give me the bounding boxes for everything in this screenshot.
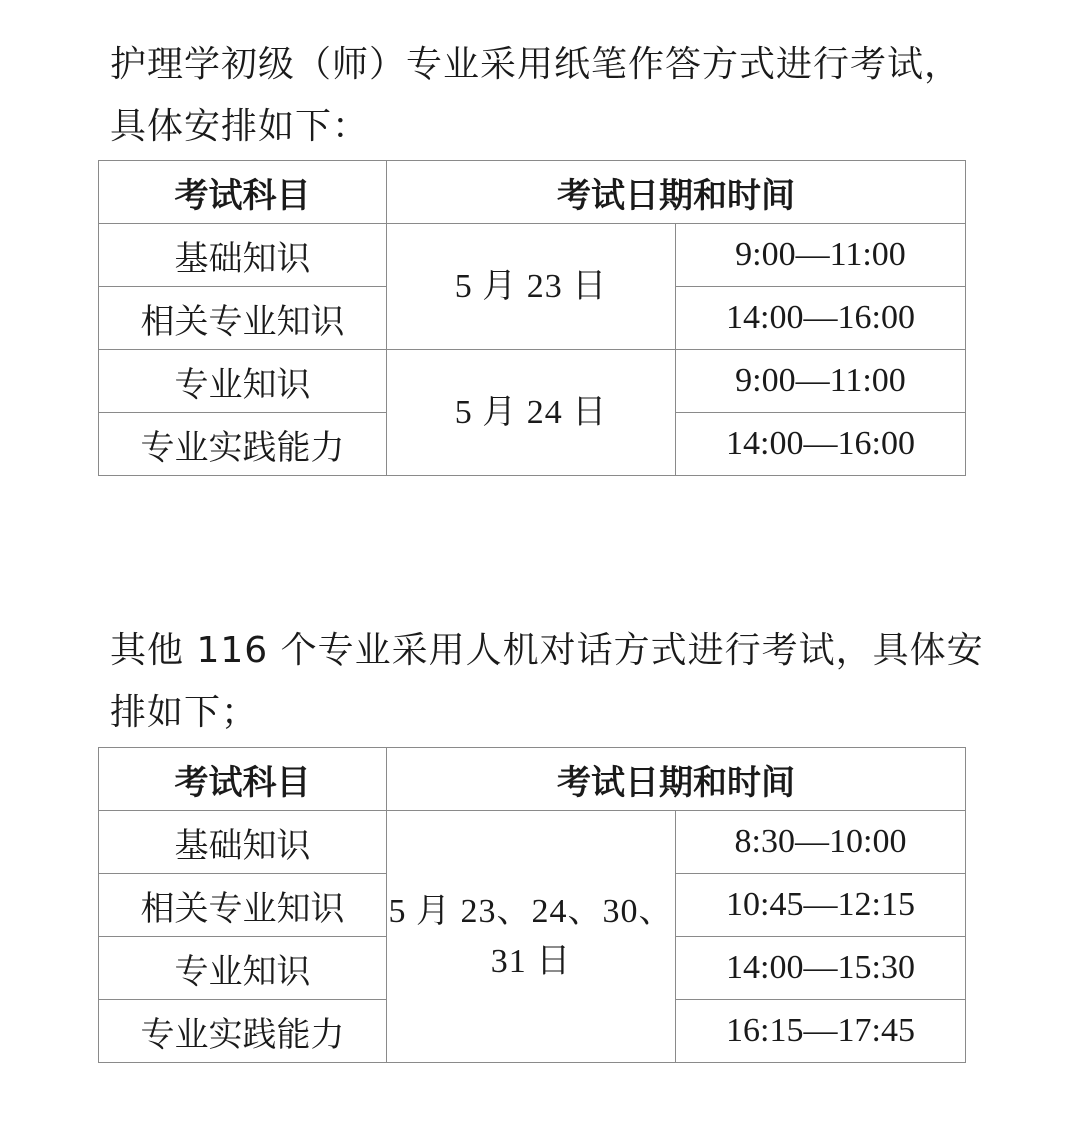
time-cell: 14:00—16:00	[676, 287, 966, 350]
subject-cell: 基础知识	[99, 811, 387, 874]
date-line-2: 31 日	[490, 942, 572, 980]
subject-cell: 专业知识	[99, 937, 387, 1000]
date-line-1: 5 月 23、24、30、	[388, 892, 674, 930]
table-row	[99, 350, 966, 413]
table-header-row	[99, 161, 966, 224]
time-cell: 14:00—15:30	[676, 937, 966, 1000]
header-datetime: 考试日期和时间	[387, 748, 966, 811]
time-cell: 9:00—11:00	[676, 224, 966, 287]
computer-exam-schedule-table	[98, 747, 966, 1063]
subject-cell: 专业实践能力	[99, 1000, 387, 1063]
time-cell: 9:00—11:00	[676, 350, 966, 413]
subject-cell: 专业知识	[99, 350, 387, 413]
date-cell: 5 月 23 日	[387, 224, 676, 350]
time-cell: 16:15—17:45	[676, 1000, 966, 1063]
subject-cell: 相关专业知识	[99, 287, 387, 350]
time-cell: 8:30—10:00	[676, 811, 966, 874]
time-cell: 14:00—16:00	[676, 413, 966, 476]
table-header-row	[99, 748, 966, 811]
header-subject: 考试科目	[99, 748, 387, 811]
subject-cell: 专业实践能力	[99, 413, 387, 476]
subject-cell: 基础知识	[99, 224, 387, 287]
header-subject: 考试科目	[99, 161, 387, 224]
time-cell: 10:45—12:15	[676, 874, 966, 937]
header-datetime: 考试日期和时间	[387, 161, 966, 224]
table-row	[99, 224, 966, 287]
paper-exam-intro: 护理学初级（师）专业采用纸笔作答方式进行考试，具体安排如下：	[110, 44, 962, 147]
subject-cell: 相关专业知识	[99, 874, 387, 937]
paper-exam-schedule-table	[98, 160, 966, 476]
table-row	[99, 811, 966, 874]
date-cell: 5 月 24 日	[387, 350, 676, 476]
date-cell	[387, 811, 676, 1063]
computer-exam-intro: 其他 116 个专业采用人机对话方式进行考试，具体安排如下；	[110, 630, 984, 733]
